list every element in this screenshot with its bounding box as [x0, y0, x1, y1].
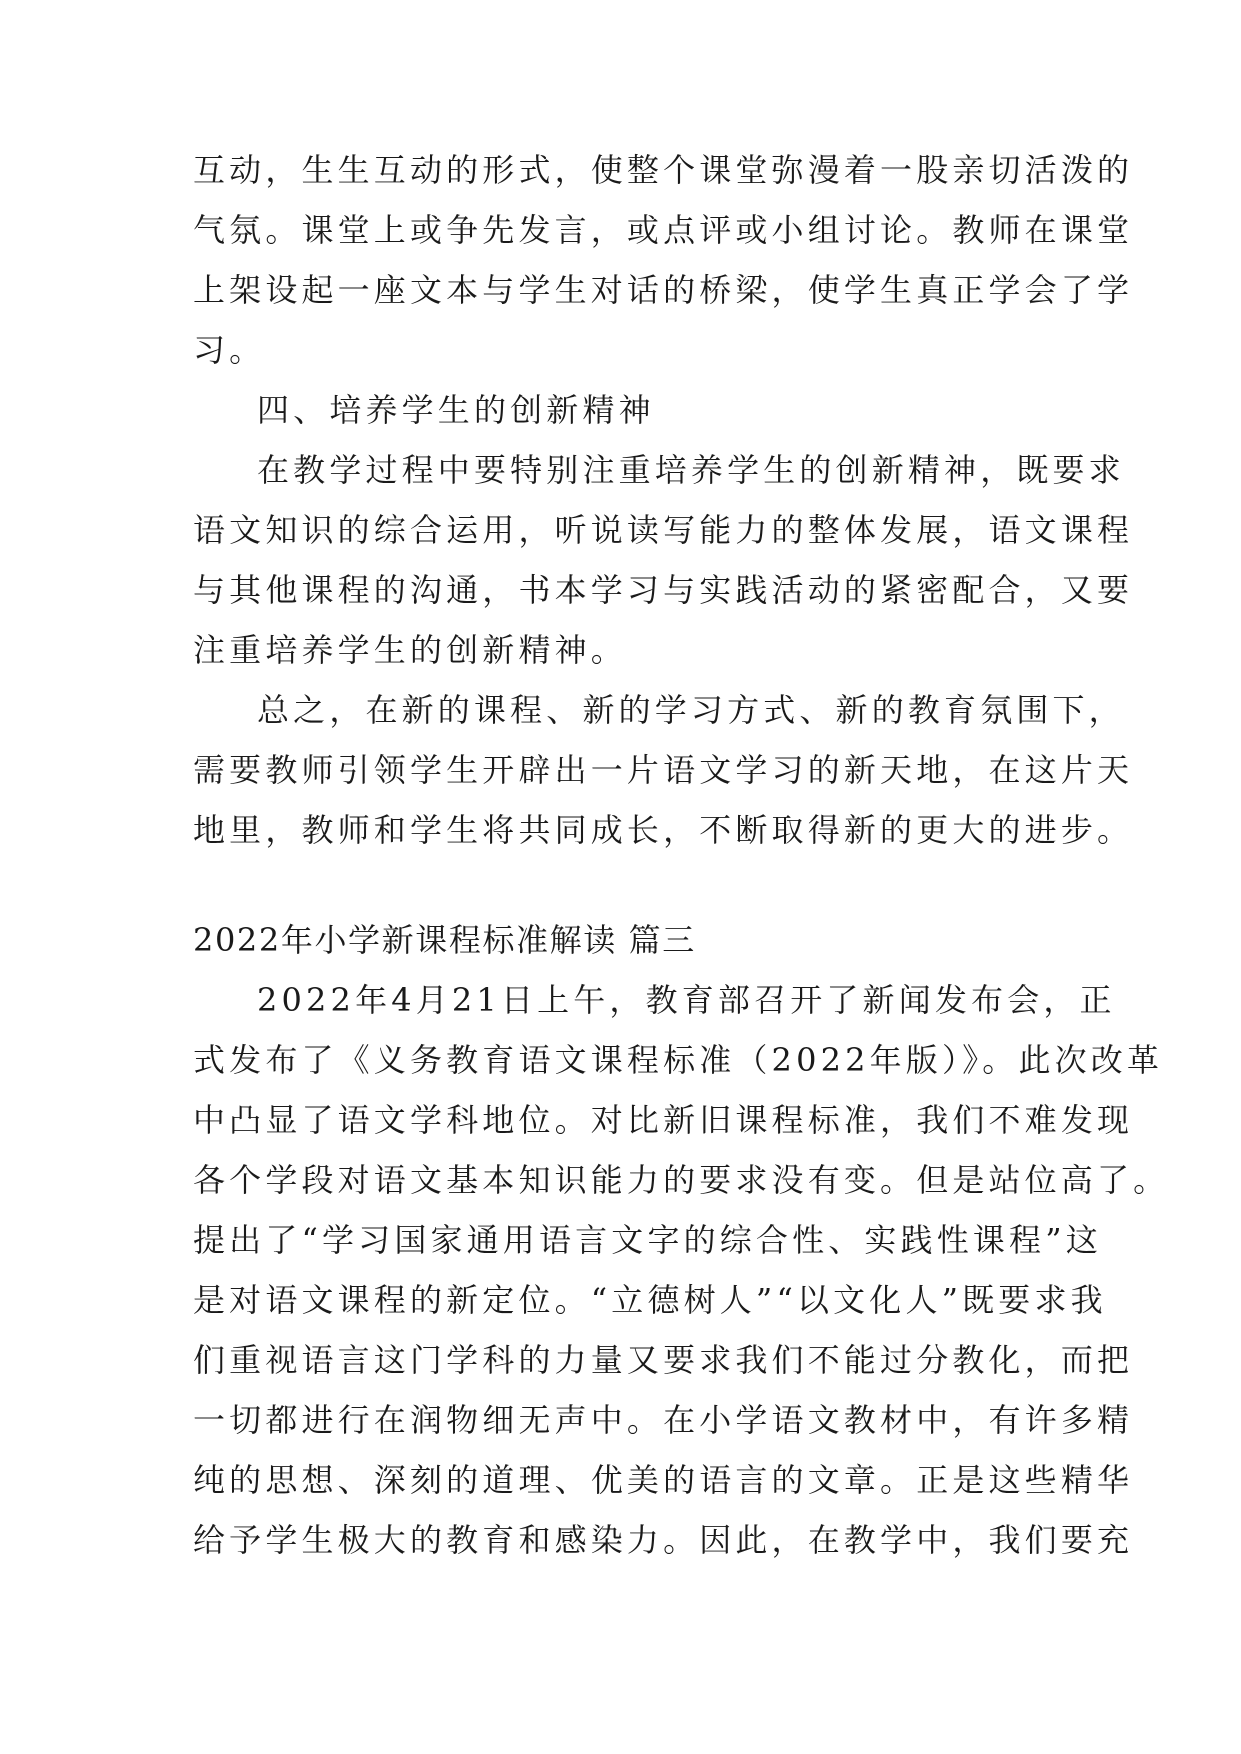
paragraph-line: 在教学过程中要特别注重培养学生的创新精神，既要求	[257, 451, 1125, 489]
paragraph-line: 一切都进行在润物细无声中。在小学语文教材中，有许多精	[193, 1401, 1134, 1439]
paragraph-line: 地里，教师和学生将共同成长，不断取得新的更大的进步。	[193, 811, 1134, 849]
paragraph-line: 纯的思想、深刻的道理、优美的语言的文章。正是这些精华	[193, 1461, 1134, 1499]
paragraph-line: 提出了“学习国家通用语言文字的综合性、实践性课程”这	[193, 1221, 1102, 1259]
paragraph-line: 上架设起一座文本与学生对话的桥梁，使学生真正学会了学	[193, 271, 1134, 309]
paragraph-line: 互动，生生互动的形式，使整个课堂弥漫着一股亲切活泼的	[193, 151, 1134, 189]
paragraph-line: 2022年4月21日上午，教育部召开了新闻发布会，正	[257, 981, 1116, 1019]
section-heading: 四、培养学生的创新精神	[257, 391, 655, 429]
paragraph-line: 中凸显了语文学科地位。对比新旧课程标准，我们不难发现	[193, 1101, 1134, 1139]
paragraph-line: 与其他课程的沟通，书本学习与实践活动的紧密配合，又要	[193, 571, 1134, 609]
paragraph-line: 是对语文课程的新定位。“立德树人”“以文化人”既要求我	[193, 1281, 1107, 1319]
paragraph-line: 总之，在新的课程、新的学习方式、新的教育氛围下，	[257, 691, 1125, 729]
paragraph-line: 语文知识的综合运用，听说读写能力的整体发展，语文课程	[193, 511, 1134, 549]
paragraph-line: 们重视语言这门学科的力量又要求我们不能过分教化，而把	[193, 1341, 1134, 1379]
paragraph-line: 注重培养学生的创新精神。	[193, 631, 627, 669]
paragraph-line: 式发布了《义务教育语文课程标准（2022年版）》。此次改革	[193, 1041, 1164, 1079]
paragraph-line: 需要教师引领学生开辟出一片语文学习的新天地，在这片天	[193, 751, 1134, 789]
paragraph-line: 各个学段对语文基本知识能力的要求没有变。但是站位高了。	[193, 1161, 1170, 1199]
paragraph-line: 习。	[193, 331, 266, 369]
paragraph-line: 气氛。课堂上或争先发言，或点评或小组讨论。教师在课堂	[193, 211, 1134, 249]
paragraph-line: 给予学生极大的教育和感染力。因此，在教学中，我们要充	[193, 1521, 1134, 1559]
article-title: 2022年小学新课程标准解读 篇三	[193, 921, 696, 959]
